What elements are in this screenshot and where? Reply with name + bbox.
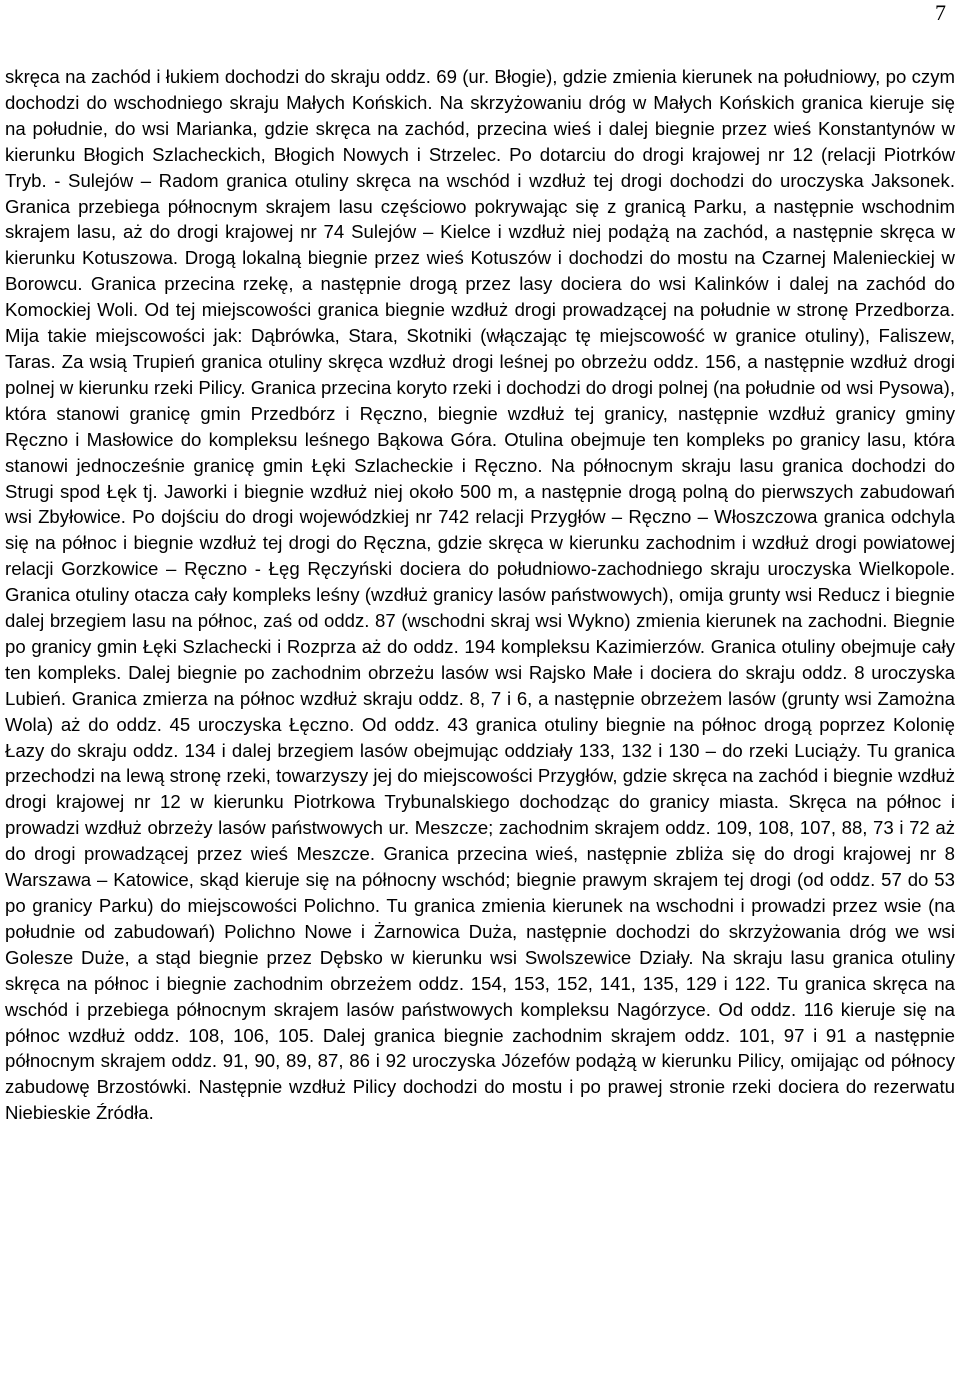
body-paragraph: skręca na zachód i łukiem dochodzi do skraju oddz. 69 (ur. Błogie), gdzie zmienia kierunek na południowy, po czym dochodzi do wschodniego skraju Małych Końskich. Na skrzyżowaniu dróg w Małych Końskich granica kieruje się na południe, do wsi Marianka, gdzie skręca na zachód, przecina wieś i dalej biegnie przez wieś Konstantynów w kierunku Błogich Szlacheckich, Błogich Nowych i Strzelec. Po dotarciu do drogi krajowej nr 12 (relacji Piotrków Tryb. - Sulejów – Radom granica otuliny skręca na wschód i wzdłuż tej drogi dochodzi do uroczyska Jaksonek. Granica przebiega północnym skrajem lasu częściowo pokrywając się z granicą Parku, a następnie wschodnim skrajem lasu, aż do drogi krajowej nr 74 Sulejów – Kielce i wzdłuż niej podążą na zachód, a następnie skręca w kierunku Kotuszowa. Drogą lokalną biegnie przez wieś Kotuszów i dochodzi do mostu na Czarnej Malenieckiej w Borowcu. Granica przecina rzekę, a następnie drogą przez lasy dociera do wsi Kalinków i dalej na zachód do Komockiej Woli. Od tej miejscowości granica biegnie wzdłuż drogi prowadzącej na południe w stronę Przedborza. Mija takie miejscowości jak: Dąbrówka, Stara, Skotniki (włączając tę miejscowość w granice otuliny), Faliszew, Taras. Za wsią Trupień granica otuliny skręca wzdłuż drogi leśnej po obrzeżu oddz. 156, a następnie wzdłuż drogi polnej w kierunku rzeki Pilicy. Granica przecina koryto rzeki i dochodzi do drogi polnej (na południe od wsi Pysowa), która stanowi granicę gmin Przedbórz i Ręczno, biegnie wzdłuż tej granicy, następnie wzdłuż granicy gminy Ręczno i Masłowice do kompleksu leśnego Bąkowa Góra. Otulina obejmuje ten kompleks po granicy lasu, która stanowi jednocześnie granicę gmin Łęki Szlacheckie i Ręczno. Na północnym skraju lasu granica dochodzi do Strugi spod Łęk tj. Jaworki i biegnie wzdłuż niej około 500 m, a następnie drogą polną do pierwszych zabudowań wsi Zbyłowice. Po dojściu do drogi wojewódzkiej nr 742 relacji Przygłów – Ręczno – Włoszczowa granica odchyla się na północ i biegnie wzdłuż tej drogi do Ręczna, gdzie skręca w kierunku zachodnim i wzdłuż drogi powiatowej relacji Gorzkowice – Ręczno - Łęg Ręczyński dociera do południowo-zachodniego skraju uroczyska Wielkopole. Granica otuliny otacza cały kompleks leśny (wzdłuż granicy lasów państwowych), omija grunty wsi Reducz i biegnie dalej brzegiem lasu na północ, zaś od oddz. 87 (wschodni skraj wsi Wykno) zmienia kierunek na zachodni. Biegnie po granicy gmin Łęki Szlachecki i Rozprza aż do oddz. 194 kompleksu Kazimierzów. Granica otuliny obejmuje cały ten kompleks. Dalej biegnie po zachodnim obrzeżu lasów wsi Rajsko Małe i dociera do skraju oddz. 8 uroczyska Lubień. Granica zmierza na północ wzdłuż skraju oddz. 8, 7 i 6, a następnie obrzeżem lasów (grunty wsi Zamożna Wola) aż do oddz. 45 uroczyska Łęczno. Od oddz. 43 granica otuliny biegnie na północ drogą poprzez Kolonię Łazy do skraju oddz. 134 i dalej brzegiem lasów obejmując oddziały 133, 132 i 130 – do rzeki Luciąży. Tu granica przechodzi na lewą stronę rzeki, towarzyszy jej do miejscowości Przygłów, gdzie skręca na zachód i biegnie wzdłuż drogi krajowej nr 12 w kierunku Piotrkowa Trybunalskiego dochodząc do granicy miasta. Skręca na północ i prowadzi wzdłuż obrzeży lasów państwowych ur. Meszcze; zachodnim skrajem oddz. 109, 108, 107, 88, 73 i 72 aż do drogi prowadzącej przez wieś Meszcze. Granica przecina wieś, następnie zbliża się do drogi krajowej nr 8 Warszawa – Katowice, skąd kieruje się na północny wschód; biegnie prawym skrajem tej drogi (od oddz. 57 do 53 po granicy Parku) do miejscowości Polichno. Tu granica zmienia kierunek na wschodni i prowadzi przez wsie (na południe od zabudowań) Polichno Nowe i Żarnowica Duża, następnie dochodzi do skrzyżowania dróg we wsi Golesze Duże, a stąd biegnie przez Dębsko w kierunku wsi Swolszewice Działy. Na skraju lasu granica otuliny skręca na północ i biegnie zachodnim obrzeżem oddz. 154, 153, 152, 141, 135, 129 i 122. Tu granica skręca na wschód i przebiega północnym skrajem lasów państwowych kompleksu Nagórzyce. Od oddz. 116 kieruje się na północ wzdłuż oddz. 108, 106, 105. Dalej granica biegnie zachodnim skrajem oddz. 101, 97 i 91 a następnie północnym skrajem oddz. 91, 90, 89, 87, 86 i 92 uroczyska Józefów podążą w kierunku Pilicy, omijając od północy zabudowę Brzostówki. Następnie wzdłuż Pilicy dochodzi do mostu i po prawej stronie rzeki dociera do rezerwatu Niebieskie Źródła. xyxy=(5,66,955,1124)
page-number: 7 xyxy=(935,0,946,25)
